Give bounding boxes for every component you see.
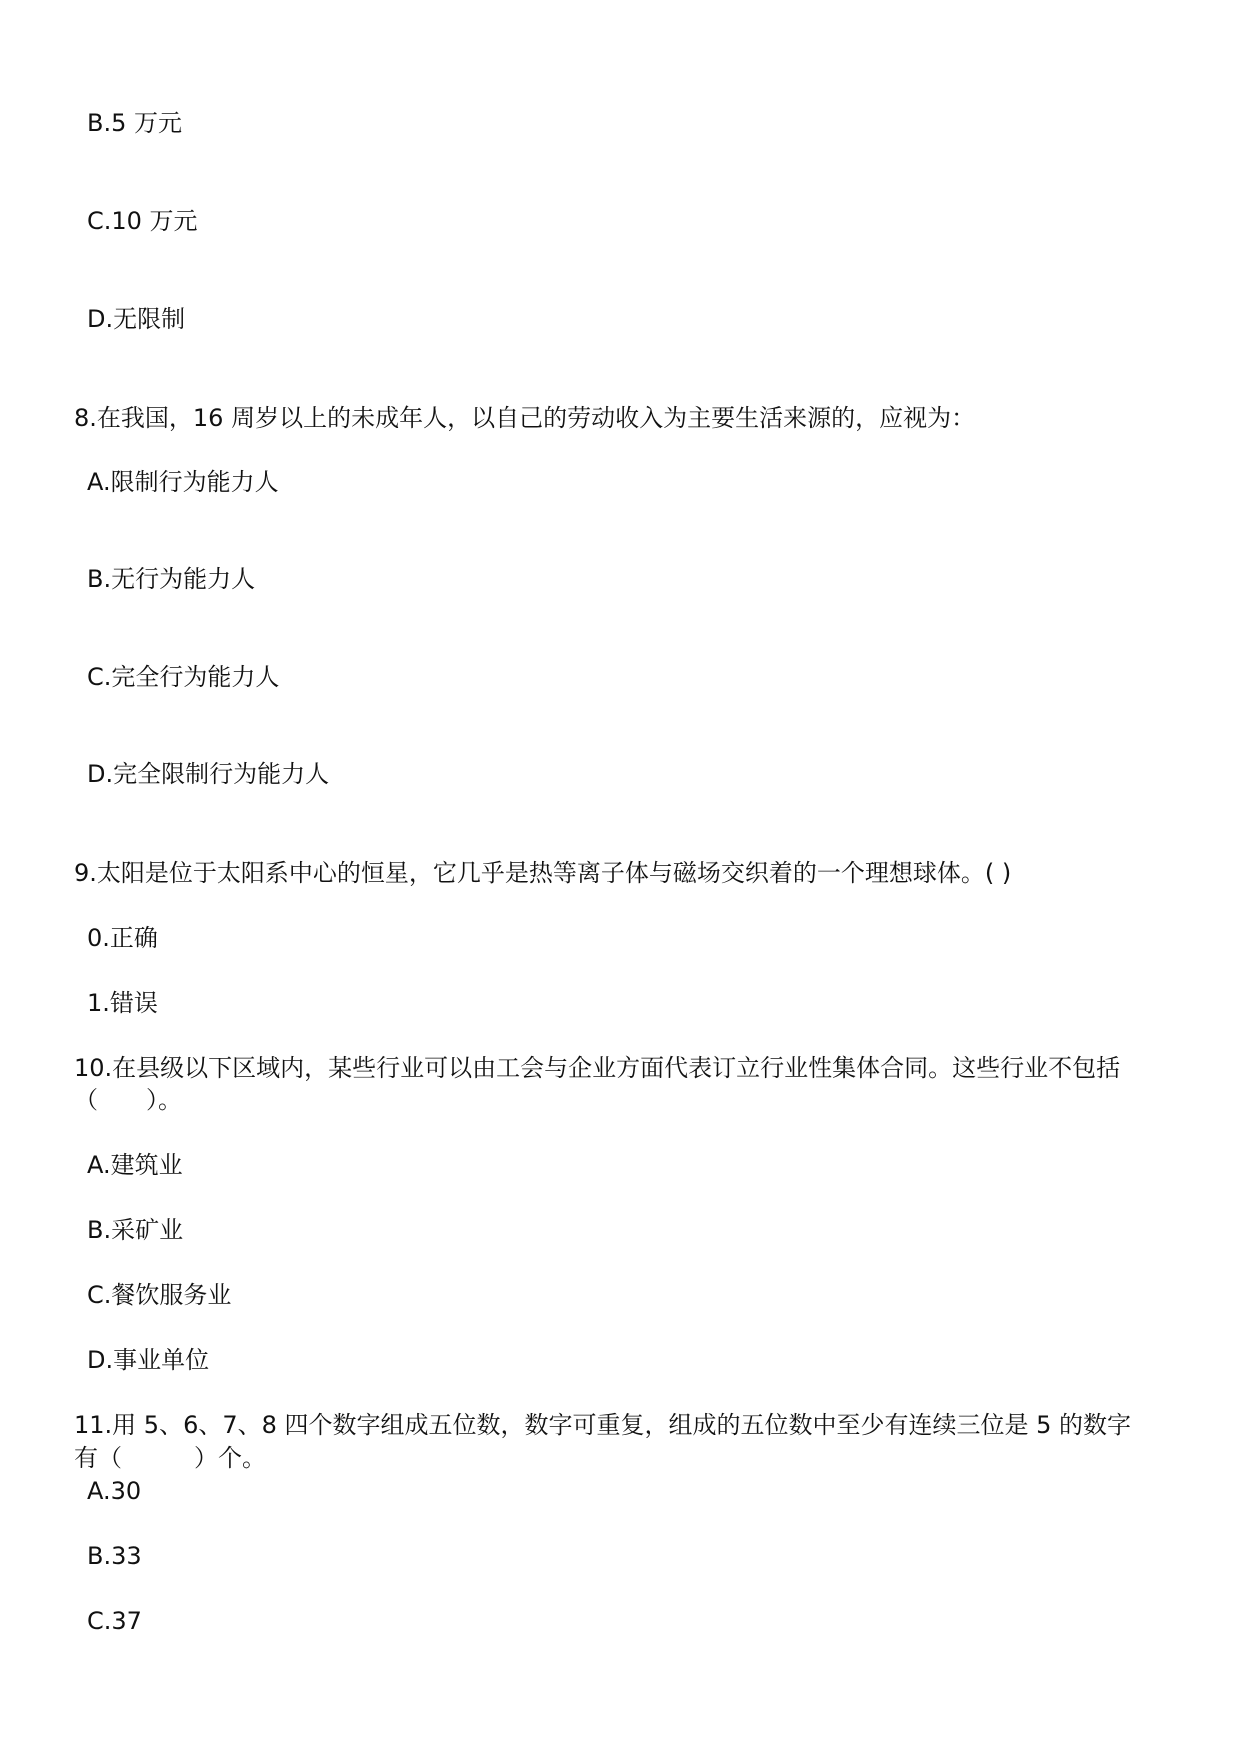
question-9-option-0: 0.正确 xyxy=(87,924,158,952)
question-10-option-a: A.建筑业 xyxy=(87,1151,183,1179)
question-11-stem: 11.用 5、6、7、8 四个数字组成五位数，数字可重复，组成的五位数中至少有连续三位是 5 的数字 xyxy=(74,1411,1132,1439)
question-11-option-b: B.33 xyxy=(87,1542,142,1570)
question-8-option-a: A.限制行为能力人 xyxy=(87,468,279,496)
option-d-prev: D.无限制 xyxy=(87,305,186,333)
question-11-stem-cont: 有（ ）个。 xyxy=(74,1444,266,1472)
question-8-option-b: B.无行为能力人 xyxy=(87,565,256,593)
question-10-option-d: D.事业单位 xyxy=(87,1346,210,1374)
option-b-prev: B.5 万元 xyxy=(87,109,182,137)
question-9-option-1: 1.错误 xyxy=(87,989,158,1017)
question-8-stem: 8.在我国，16 周岁以上的未成年人，以自己的劳动收入为主要生活来源的，应视为： xyxy=(74,404,976,432)
question-8-option-c: C.完全行为能力人 xyxy=(87,663,280,691)
question-10-stem: 10.在县级以下区域内，某些行业可以由工会与企业方面代表订立行业性集体合同。这些行业不包括 xyxy=(74,1054,1121,1082)
option-c-prev: C.10 万元 xyxy=(87,207,198,235)
question-9-stem: 9.太阳是位于太阳系中心的恒星，它几乎是热等离子体与磁场交织着的一个理想球体。( ) xyxy=(74,859,1012,887)
question-10-option-c: C.餐饮服务业 xyxy=(87,1281,232,1309)
question-10-stem-cont: （ ）。 xyxy=(74,1086,182,1114)
question-11-option-a: A.30 xyxy=(87,1477,142,1505)
question-8-option-d: D.完全限制行为能力人 xyxy=(87,760,330,788)
question-11-option-c: C.37 xyxy=(87,1607,142,1635)
question-10-option-b: B.采矿业 xyxy=(87,1216,184,1244)
